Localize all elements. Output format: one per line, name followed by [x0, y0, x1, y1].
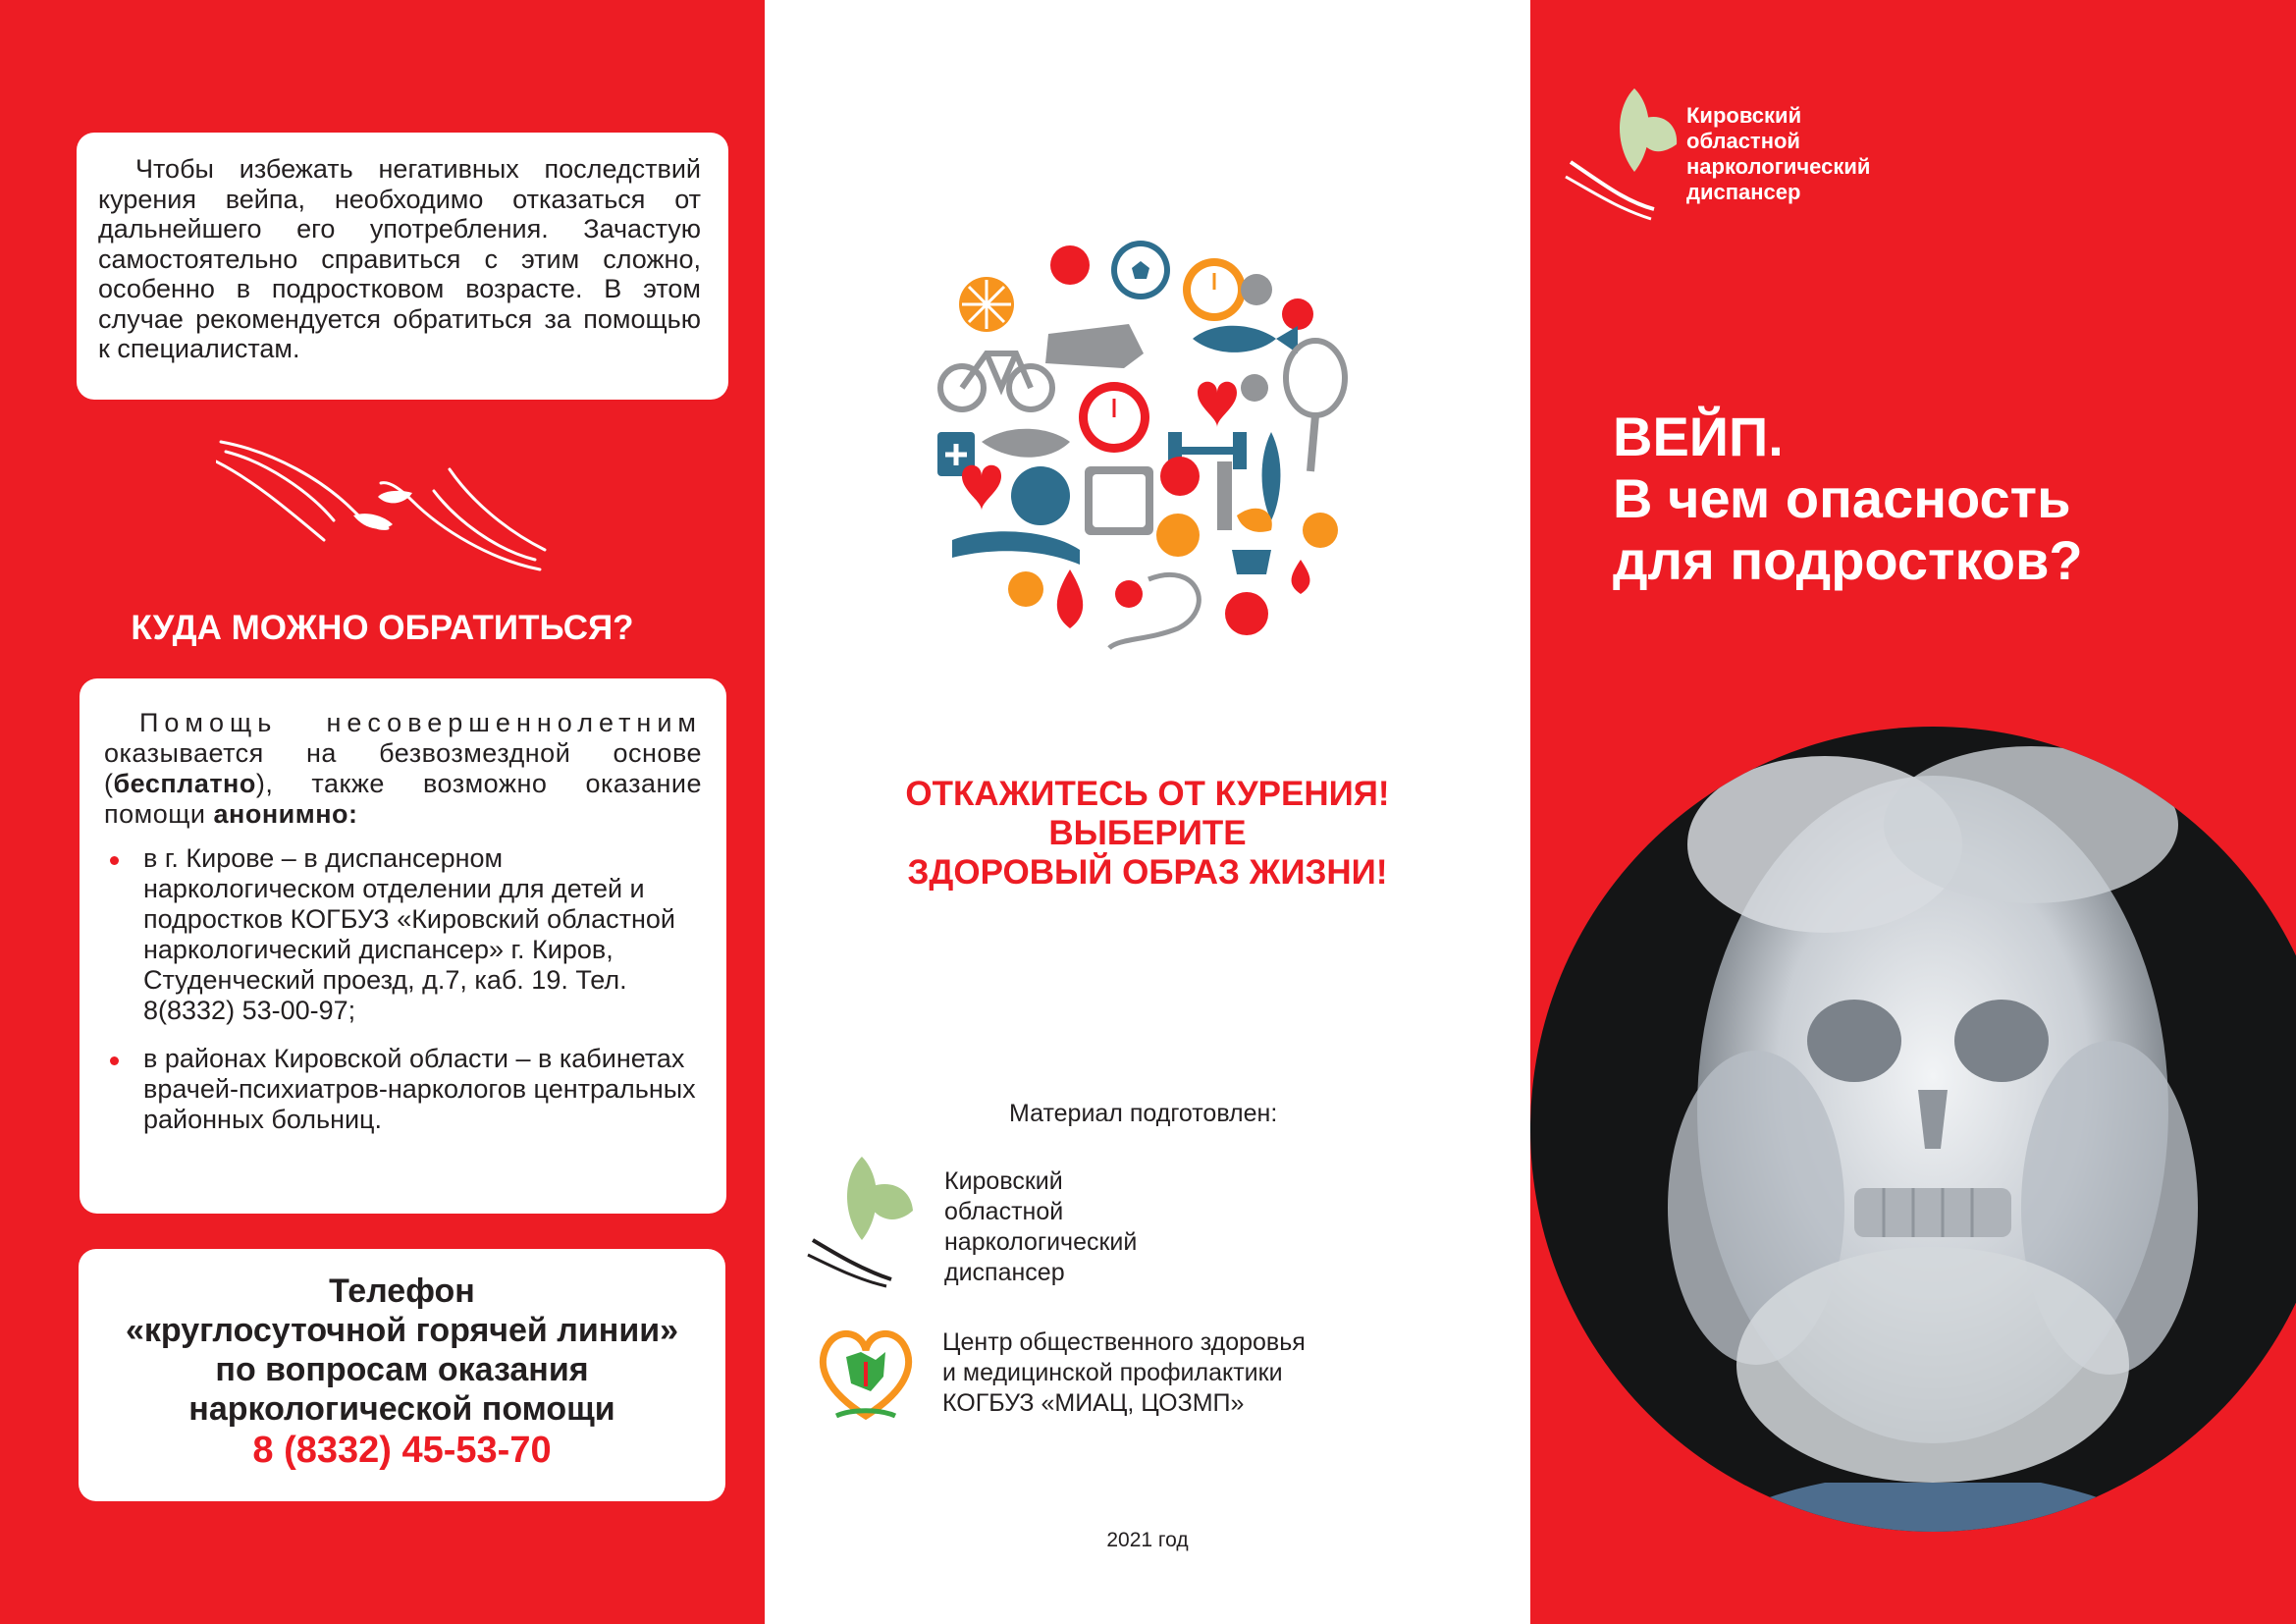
intro-card: [77, 133, 728, 400]
prepared-by-label: Материал подготовлен:: [1009, 1100, 1278, 1127]
blood-drop-icon: [1057, 569, 1083, 628]
soccer-ball-icon: [1111, 241, 1170, 299]
page-title: [1613, 406, 2083, 591]
dispensary-logo-white: [1561, 83, 1679, 231]
health-center-name-line: и медицинской профилактики: [942, 1359, 1283, 1386]
list-item: в районах Кировской области – в кабинетах врачей-психиатров-наркологов центральных районных больниц.: [104, 1044, 702, 1135]
tennis-ball-icon: [1008, 571, 1043, 607]
fish-icon: [1193, 326, 1298, 353]
alarm-clock-icon: [1079, 382, 1149, 453]
cheese-icon: [1237, 509, 1272, 532]
health-center-logo: [817, 1323, 915, 1426]
where-to-go-heading: КУДА МОЖНО ОБРАТИТЬСЯ?: [131, 609, 634, 647]
dispensary-name-line: диспансер: [944, 1259, 1065, 1286]
apple-icon-3: [1225, 592, 1268, 635]
tennis-racket-icon: [1286, 341, 1345, 471]
bicycle-icon: [940, 353, 1052, 409]
brand-name-line: наркологический: [1686, 154, 1871, 179]
help-intro: [104, 708, 702, 830]
title-line: В чем опасность: [1613, 467, 2071, 529]
health-center-name-line: Центр общественного здоровья: [942, 1328, 1306, 1356]
scales-icon: [1085, 466, 1153, 535]
dispensary-logo: [803, 1147, 921, 1294]
help-intro-spaced: Помощь несовершеннолетним: [139, 708, 702, 737]
help-intro-bold-free: бесплатно: [113, 769, 256, 798]
ball-icon: [1241, 274, 1272, 305]
tomato-icon: [1050, 245, 1090, 285]
help-intro-part2: ), также возможно оказание помощи: [104, 769, 702, 829]
slogan-line1: ОТКАЖИТЕСЬ ОТ КУРЕНИЯ!: [905, 775, 1390, 813]
brand-name-line: Кировский: [1686, 103, 1802, 128]
fish-icon-gray: [982, 429, 1070, 458]
help-list: [104, 843, 702, 1135]
hotline-line1: Телефон: [329, 1272, 475, 1310]
slogan: [765, 775, 1530, 893]
apple-icon: [1282, 298, 1313, 330]
basketball-icon: [1011, 466, 1070, 525]
dispensary-name-line: наркологический: [944, 1228, 1138, 1256]
heart-icon: [1198, 382, 1237, 427]
list-item: в г. Кирове – в диспансерном наркологическом отделении для детей и подростков КОГБУЗ «Кировский областной наркологический диспансер» г. Киров, Студенческий проезд, д.7, каб. 19. Тел. 8(8332) 53-00-97;: [104, 843, 702, 1026]
title-line: ВЕЙП.: [1613, 406, 1784, 467]
hotline-line4: наркологической помощи: [188, 1390, 615, 1428]
measuring-tape-icon: [952, 531, 1080, 565]
hotline-line3: по вопросам оказания: [215, 1351, 589, 1388]
apple-icon-2: [1160, 457, 1200, 496]
drop-icon: [1292, 560, 1310, 594]
brand-name-line: областной: [1686, 129, 1800, 153]
intro-text: Чтобы избежать негативных последствий курения вейпа, необходимо отказаться от дальнейшего его употребления. Зачастую самостоятельно справиться с этим сложно, особенно в подростковом возрасте. В этом случае рекомендуется обратиться за помощью к специалистам.: [98, 154, 701, 363]
smoke-skull-photo: [1530, 697, 2296, 1624]
help-card: [80, 678, 726, 1214]
hands-icon: [216, 422, 550, 579]
publication-year: 2021 год: [1106, 1529, 1189, 1551]
help-intro-bold-anon: анонимно:: [213, 799, 358, 829]
hotline-line2: «круглосуточной горячей линии»: [125, 1312, 679, 1349]
pumpkin-icon: [1156, 514, 1200, 557]
sneaker-icon: [1045, 324, 1144, 368]
slogan-line2: ВЫБЕРИТЕ: [1048, 814, 1247, 852]
cup-icon: [1232, 550, 1271, 574]
orange-slice-icon: [1303, 513, 1338, 548]
slogan-line3: ЗДОРОВЫЙ ОБРАЗ ЖИЗНИ!: [907, 853, 1388, 892]
brand-name: [1686, 103, 1870, 205]
orange-small-icon: [1115, 580, 1143, 608]
dispensary-name: [944, 1166, 1137, 1288]
hotline-phone-number[interactable]: 8 (8332) 45-53-70: [252, 1430, 552, 1471]
brand-name-line: диспансер: [1686, 180, 1801, 204]
orange-icon: [959, 277, 1014, 332]
hotline-card: [79, 1249, 725, 1501]
stopwatch-icon: [1183, 258, 1246, 321]
health-center-name: [942, 1327, 1306, 1419]
title-line: для подростков?: [1613, 529, 2083, 591]
help-intro-part1: оказывается на безвозмездной основе (: [104, 738, 702, 798]
healthy-lifestyle-icon-circle: [933, 236, 1364, 668]
health-center-name-line: КОГБУЗ «МИАЦ, ЦОЗМП»: [942, 1389, 1245, 1417]
dispensary-name-line: областной: [944, 1198, 1064, 1225]
leaf-icon: [1262, 432, 1281, 520]
dispensary-name-line: Кировский: [944, 1167, 1063, 1195]
small-ball-icon: [1241, 374, 1268, 402]
chicken-leg-icon: [1217, 461, 1232, 530]
heart-icon-small: [962, 465, 1001, 511]
